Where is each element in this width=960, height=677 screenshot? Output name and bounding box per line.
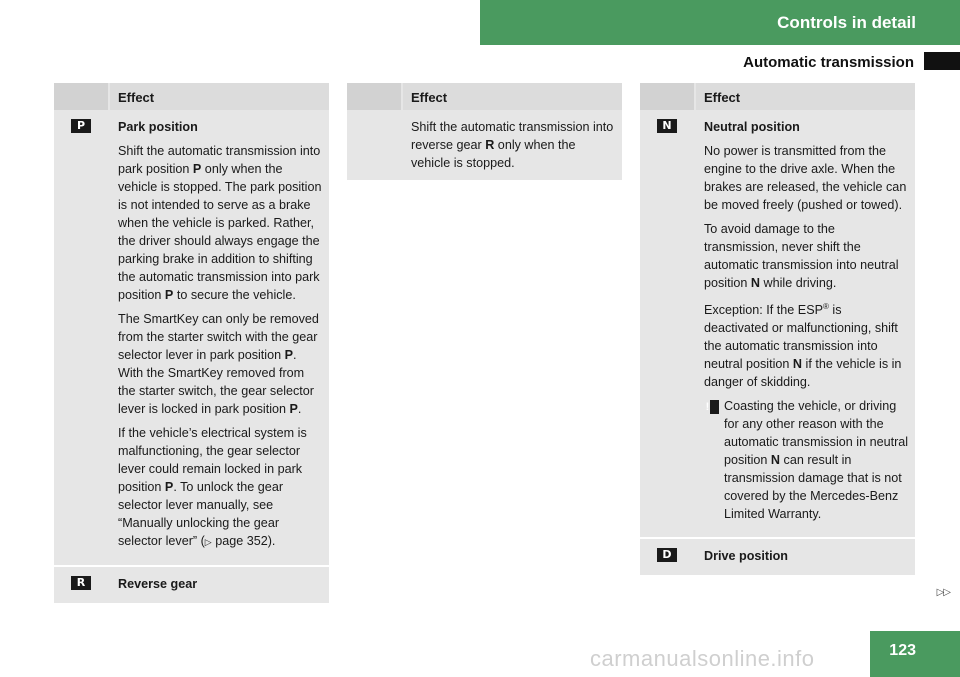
symbol-header-cell	[54, 83, 108, 110]
neutral-title: Neutral position	[704, 120, 800, 134]
page-reference-link[interactable]: page 352).	[211, 534, 276, 548]
park-paragraph-1: Shift the automatic transmission into park position P only when the vehicle is stopped. The park position is not intended to serve as a brake when the vehicle is parked. Rather, the driver should always engage the parking brake in addition to shifting the automatic transmission into park position P to secure the vehicle.	[118, 144, 322, 302]
effect-header: Effect	[696, 83, 915, 110]
reverse-continued	[403, 110, 622, 180]
symbol-header-cell	[347, 83, 401, 110]
symbol-cell	[54, 567, 108, 603]
table-header	[347, 83, 622, 110]
park-description	[110, 110, 329, 565]
effect-table-col3	[640, 83, 915, 575]
effect-table-col2	[347, 83, 622, 180]
table-row-drive	[640, 537, 915, 575]
drive-description	[696, 539, 915, 575]
neutral-paragraph-1: No power is transmitted from the engine to the drive axle. When the brakes are released, the vehicle can be moved freely (pushed or towed).	[704, 144, 907, 212]
table-row-neutral	[640, 110, 915, 537]
table-header	[54, 83, 329, 110]
symbol-cell	[640, 110, 694, 537]
table-row-park	[54, 110, 329, 565]
reverse-title: Reverse gear	[118, 577, 198, 591]
header-marker	[924, 52, 960, 70]
section-header	[480, 0, 960, 45]
gear-r-icon: R	[71, 576, 91, 590]
drive-title: Drive position	[704, 549, 788, 564]
park-title: Park position	[118, 120, 198, 134]
table-row-reverse-cont	[347, 110, 622, 180]
symbol-cell	[347, 110, 401, 180]
table-header	[640, 83, 915, 110]
reverse-description	[110, 567, 329, 603]
effect-header: Effect	[403, 83, 622, 110]
reverse-paragraph: Shift the automatic transmission into reverse gear R only when the vehicle is stopped.	[411, 120, 614, 170]
symbol-cell	[54, 110, 108, 565]
park-paragraph-2: The SmartKey can only be removed from the starter switch with the gear selector lever in park position P. With the SmartKey removed from the starter switch, the gear selector lever is locked in park position P.	[118, 312, 319, 416]
warning-note: ! Coasting the vehicle, or driving for any other reason with the automatic transmission in neutral position N can result in transmission damage that is not covered by the Mercedes-Benz Limited Warranty.	[705, 399, 909, 522]
effect-header: Effect	[110, 83, 329, 110]
park-paragraph-3: If the vehicle’s electrical system is malfunctioning, the gear selector lever could remain locked in park position P. To unlock the gear selector lever manually, see “Manually unlocking the gear selector lever” (▷ page 352).	[118, 426, 307, 548]
neutral-paragraph-3: Exception: If the ESP® is deactivated or malfunctioning, shift the automatic transmission into neutral position N if the vehicle is in danger of skidding.	[704, 302, 902, 390]
neutral-description	[696, 110, 915, 537]
continue-arrow-icon: ▷▷	[936, 587, 950, 598]
symbol-cell	[640, 539, 694, 575]
gear-n-icon: N	[657, 119, 677, 133]
effect-table-col1	[54, 83, 329, 603]
watermark: carmanualsonline.info	[590, 646, 815, 671]
page-number-tab	[870, 631, 960, 677]
warning-icon: !	[710, 400, 719, 414]
subsection-title: Automatic transmission	[743, 54, 914, 71]
symbol-header-cell	[640, 83, 694, 110]
page-number: 123	[889, 642, 916, 659]
gear-d-icon: D	[657, 548, 677, 562]
section-title: Controls in detail	[777, 12, 916, 32]
table-row-reverse	[54, 565, 329, 603]
gear-p-icon: P	[71, 119, 91, 133]
page-ref-arrow-icon: ▷	[204, 537, 212, 547]
neutral-paragraph-2: To avoid damage to the transmission, never shift the automatic transmission into neutral position N while driving.	[704, 222, 899, 290]
